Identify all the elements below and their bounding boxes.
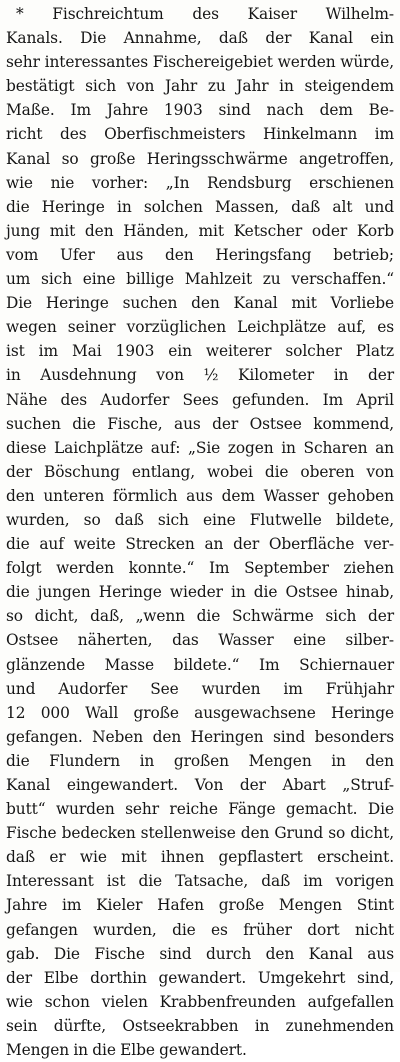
article-line: richt des Oberfischmeisters Hinkelmann im — [6, 125, 394, 144]
article-line: Die Heringe suchen den Kanal mit Vorliebe — [6, 294, 394, 313]
article-line: Fische bedecken stellenweise den Grund so dicht, — [6, 824, 394, 843]
article-line: vom Ufer aus den Heringsfang betrieb; — [6, 245, 394, 264]
article-line: bestätigt sich von Jahr zu Jahr in steigendem — [6, 77, 394, 96]
article-line: sein dürfte, Ostseekrabben in zunehmenden — [6, 1016, 394, 1035]
article-line: den unteren förmlich aus dem Wasser gehoben — [6, 486, 394, 505]
article-line: wurden, so daß sich eine Flutwelle bildete, — [6, 510, 394, 529]
article-line: um sich eine billige Mahlzeit zu verschaffen.“ — [6, 270, 394, 289]
article-line: ist im Mai 1903 ein weiterer solcher Platz — [6, 342, 394, 361]
article-line: jung mit den Händen, mit Ketscher oder Korb — [6, 221, 394, 240]
article-line: die jungen Heringe wieder in die Ostsee hinab, — [6, 583, 394, 602]
article-line: * Fischreichtum des Kaiser Wilhelm- — [16, 5, 394, 23]
article-line: gefangen. Neben den Heringen sind besonders — [6, 727, 394, 746]
article-line: Jahre im Kieler Hafen große Mengen Stint — [6, 896, 394, 915]
article-line: Interessant ist die Tatsache, daß im vorigen — [6, 872, 394, 891]
article-line: in Ausdehnung von ½ Kilometer in der — [6, 366, 394, 385]
article-line: die Flundern in großen Mengen in den — [6, 751, 394, 770]
article-fischreichtum — [6, 2, 394, 1062]
article-line: gefangen wurden, die es früher dort nicht — [6, 920, 394, 939]
article-line: Kanals. Die Annahme, daß der Kanal ein — [6, 29, 394, 48]
article-line: Kanal eingewandert. Von der Abart „Struf- — [6, 776, 394, 794]
article-line: butt“ wurden sehr reiche Fänge gemacht. Die — [6, 800, 394, 819]
article-line: Mengen in die Elbe gewandert. — [6, 1041, 247, 1060]
article-line: folgt werden konnte.“ Im September ziehen — [6, 559, 394, 578]
article-line: wegen seiner vorzüglichen Leichplätze auf, es — [6, 318, 394, 337]
article-line: Kanal so große Heringsschwärme angetroffen, — [6, 149, 394, 168]
article-line: glänzende Masse bildete.“ Im Schiernauer — [6, 655, 394, 674]
article-line: die auf weite Strecken an der Oberfläche ver- — [6, 535, 394, 554]
article-line: suchen die Fische, aus der Ostsee kommend, — [6, 414, 394, 433]
article-line: Maße. Im Jahre 1903 sind nach dem Be- — [6, 101, 394, 120]
article-line: wie nie vorher: „In Rendsburg erschienen — [6, 173, 394, 192]
article-line: diese Laichplätze auf: „Sie zogen in Scharen an — [6, 438, 394, 457]
article-line: der Böschung entlang, wobei die oberen von — [6, 462, 394, 481]
article-line: gab. Die Fische sind durch den Kanal aus — [6, 944, 394, 963]
article-line: Nähe des Audorfer Sees gefunden. Im April — [6, 390, 394, 409]
article-line: sehr interessantes Fischereigebiet werden würde, — [6, 53, 394, 72]
article-line: Ostsee näherten, das Wasser eine silber- — [6, 631, 394, 650]
article-line: so dicht, daß, „wenn die Schwärme sich der — [6, 607, 394, 626]
article-line: die Heringe in solchen Massen, daß alt und — [6, 197, 394, 216]
article-line: der Elbe dorthin gewandert. Umgekehrt sind, — [6, 968, 394, 987]
article-line: wie schon vielen Krabbenfreunden aufgefallen — [6, 992, 394, 1011]
article-line: 12 000 Wall große ausgewachsene Heringe — [6, 703, 394, 722]
article-line: und Audorfer See wurden im Frühjahr — [6, 679, 394, 698]
article-line: daß er wie mit ihnen gepflastert erscheint. — [6, 848, 394, 867]
